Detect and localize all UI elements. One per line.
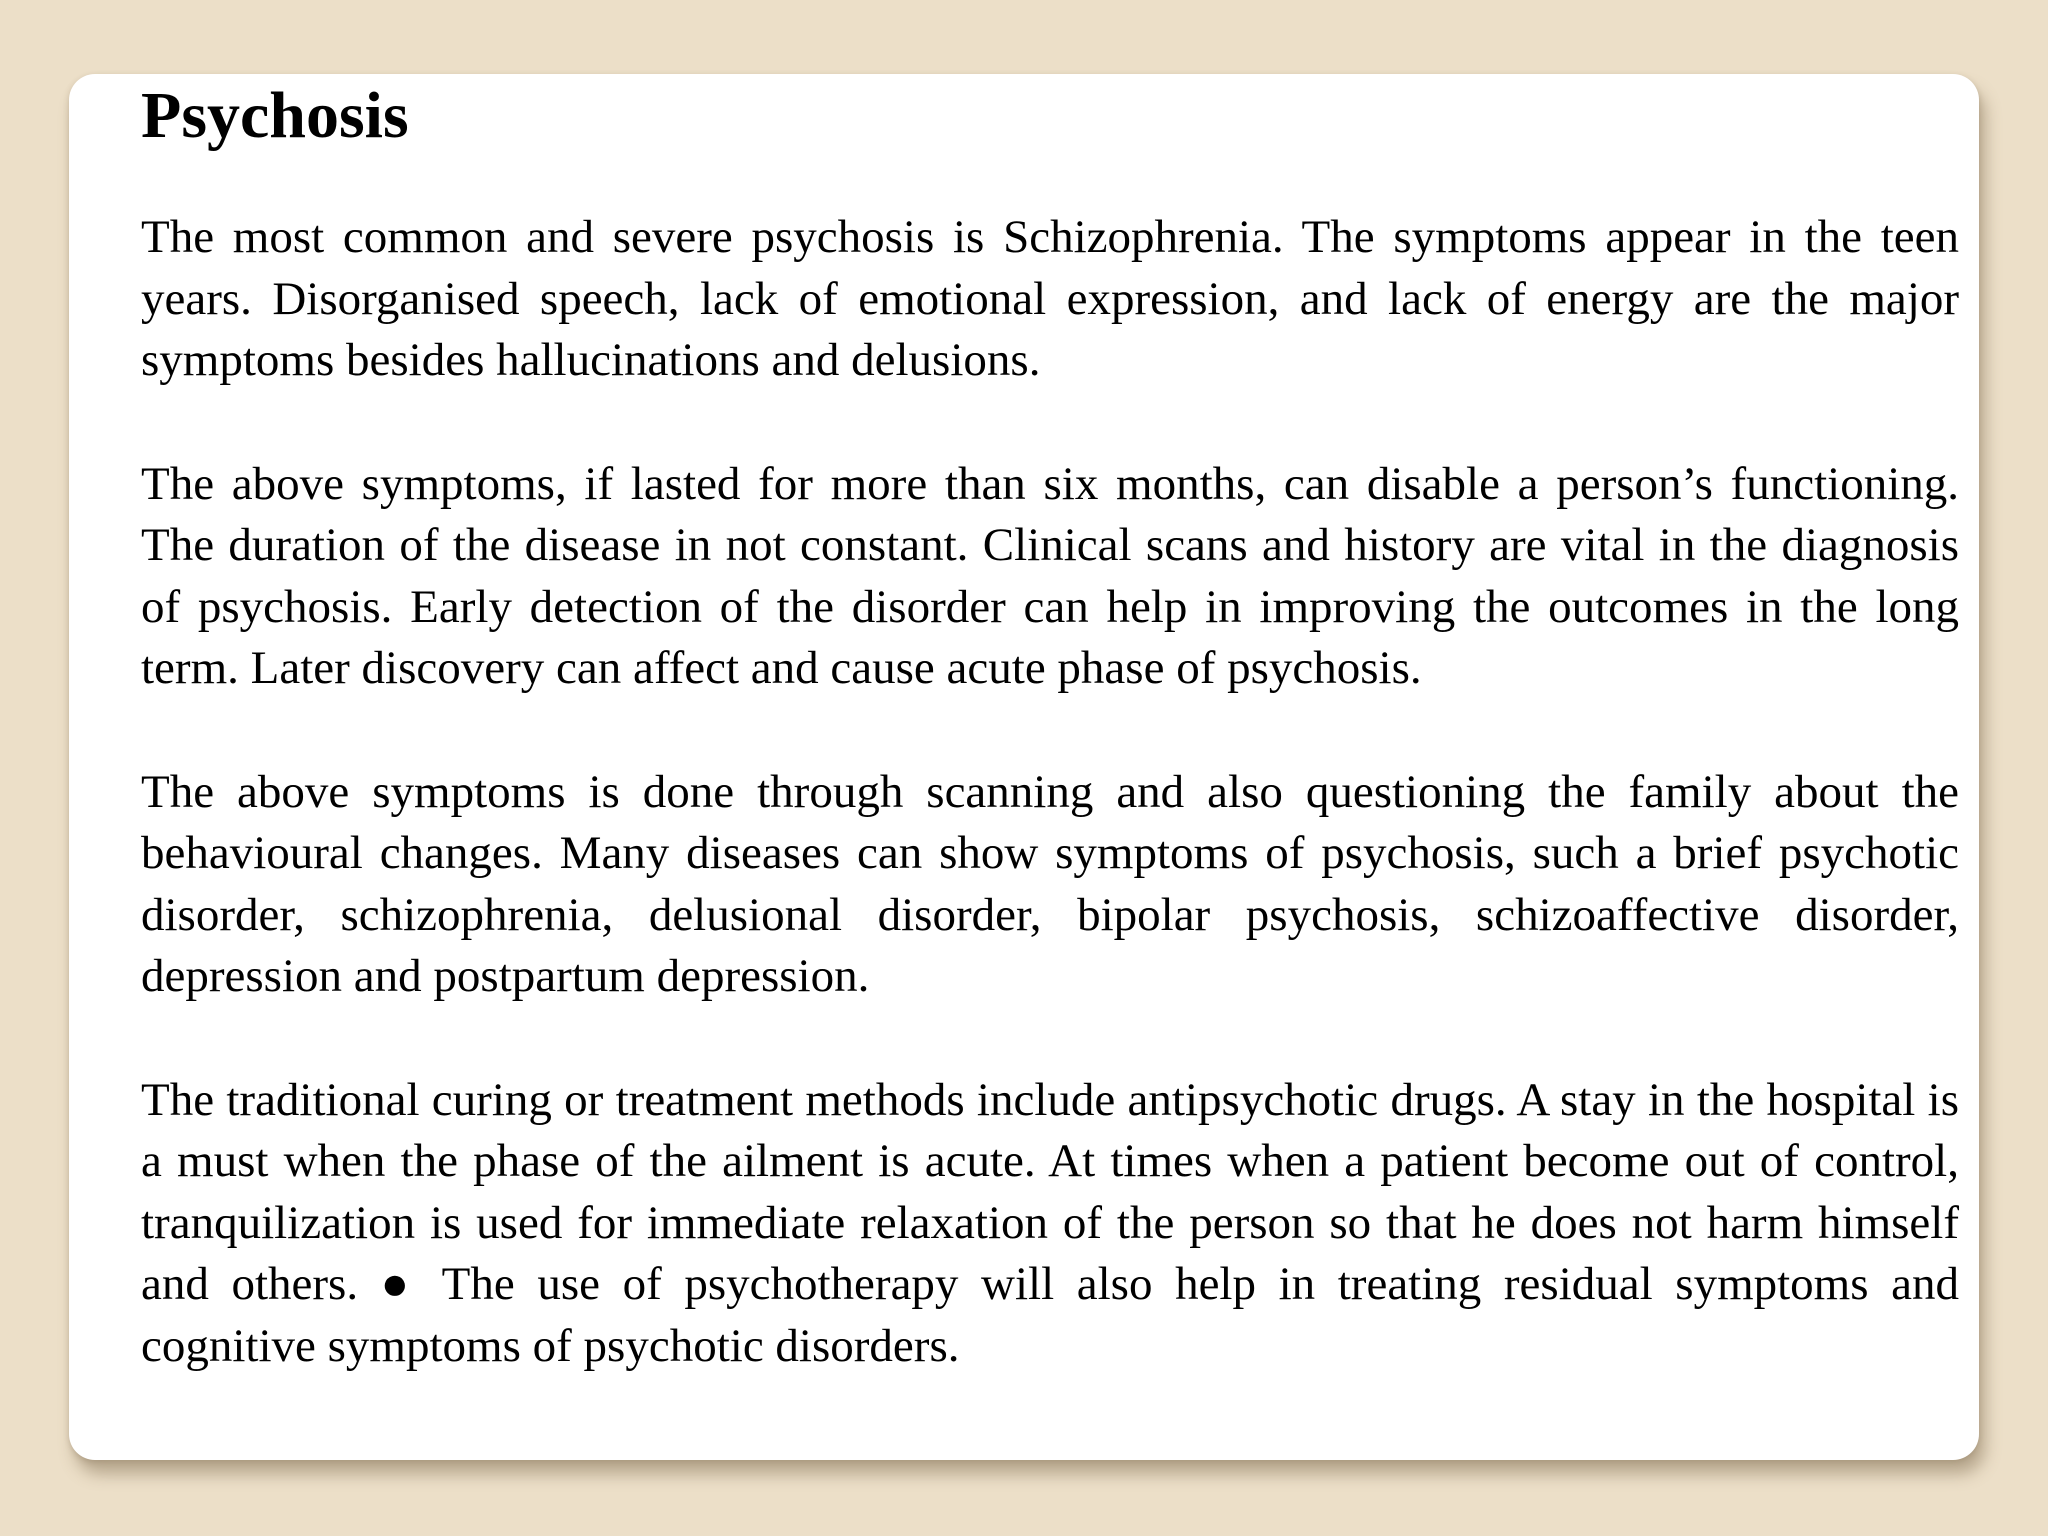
paragraph-diagnosis: The above symptoms is done through scanning and also questioning the family about the behavioural changes. Many diseases can show symptoms of psychosis, such a brief psychotic disorder, schizophrenia, delusional disorder, bipolar psychosis, schizoaffective disorder, depression and postpartum depression. (141, 765, 1959, 1002)
paragraph-treatment: The traditional curing or treatment methods include antipsychotic drugs. A stay in the hospital is a must when the phase of the ailment is acute. At times when a patient become out of control, tranquilization is used for immediate relaxation of the person so that he does not harm himself and others. ● The use of psychotherapy will also help in treating residual symptoms and cognitive symptoms of psychotic disorders. (141, 1073, 1959, 1372)
slide-title: Psychosis (141, 79, 409, 152)
slide-card (69, 74, 1979, 1460)
slide-content (141, 74, 1959, 1377)
paragraph-symptoms: The most common and severe psychosis is Schizophrenia. The symptoms appear in the teen years. Disorganised speech, lack of emotional expression, and lack of energy are the major symptoms besides hallucinations and delusions. (141, 211, 1959, 386)
paragraph-duration: The above symptoms, if lasted for more than six months, can disable a person’s functioning. The duration of the disease in not constant. Clinical scans and history are vital in the diagnosis of psychosis. Early detection of the disorder can help in improving the outcomes in the long term. Later discovery can affect and cause acute phase of psychosis. (141, 457, 1959, 694)
